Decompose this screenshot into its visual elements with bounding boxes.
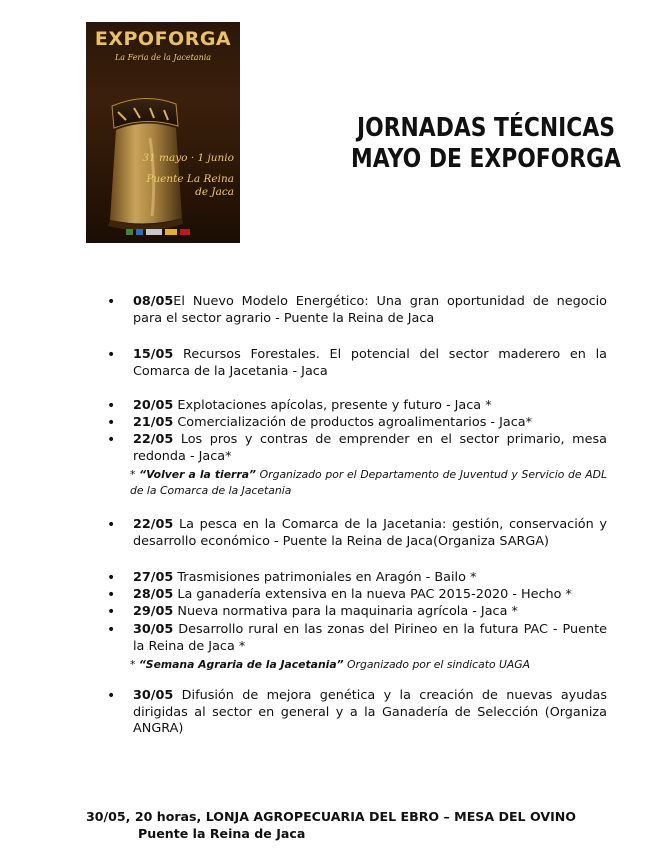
item-text: Explotaciones apícolas, presente y futuro - Jaca * bbox=[177, 398, 492, 413]
bullet-icon: • bbox=[107, 294, 116, 310]
bullet-icon: • bbox=[107, 688, 116, 704]
item-text: El Nuevo Modelo Energético: Una gran oportunidad de negocio para el sector agrario - Puente la Reina de Jaca bbox=[133, 294, 607, 326]
footnote-volver-a-la-tierra bbox=[130, 467, 607, 499]
bullet-icon: • bbox=[107, 347, 116, 363]
bullet-icon: • bbox=[107, 587, 116, 603]
bullet-icon: • bbox=[107, 604, 116, 620]
list-item bbox=[107, 587, 607, 604]
list-item bbox=[107, 415, 607, 432]
footnote-prefix: * bbox=[130, 658, 139, 671]
item-text: Recursos Forestales. El potencial del sector maderero en la Comarca de la Jacetania - Jaca bbox=[133, 347, 607, 379]
item-date: 22/05 bbox=[133, 517, 174, 532]
list-item bbox=[107, 604, 607, 621]
item-date: 20/05 bbox=[133, 398, 174, 413]
item-text: Comercialización de productos agroalimentarios - Jaca* bbox=[177, 415, 533, 430]
footnote-text: Organizado por el Departamento de Juventud y Servicio de ADL de la Comarca de la Jacetania bbox=[130, 468, 607, 497]
bullet-icon: • bbox=[107, 622, 116, 638]
bullet-icon: • bbox=[107, 398, 116, 414]
list-item bbox=[107, 622, 607, 655]
footnote-text: Organizado por el sindicato UAGA bbox=[343, 658, 531, 671]
item-text: Nueva normativa para la maquinaria agrícola - Jaca * bbox=[177, 604, 518, 619]
item-date: 15/05 bbox=[133, 347, 174, 362]
item-date: 30/05 bbox=[133, 622, 174, 637]
list-item bbox=[107, 294, 607, 327]
poster-place-line1: Puente La Reina bbox=[146, 173, 234, 185]
list-item bbox=[107, 570, 607, 587]
poster-dates-text: 31 mayo · 1 junio bbox=[142, 152, 234, 164]
list-item bbox=[107, 517, 607, 550]
item-text: Trasmisiones patrimoniales en Aragón - Bailo * bbox=[177, 570, 477, 585]
bullet-icon: • bbox=[107, 415, 116, 431]
item-date: 08/05 bbox=[133, 294, 174, 309]
page-title-line1: JORNADAS TÉCNICAS bbox=[357, 113, 615, 143]
footnote-emphasis: “Volver a la tierra” bbox=[139, 468, 256, 481]
item-date: 30/05 bbox=[133, 688, 174, 703]
item-date: 27/05 bbox=[133, 570, 174, 585]
list-item bbox=[107, 688, 607, 738]
item-date: 21/05 bbox=[133, 415, 174, 430]
bullet-icon: • bbox=[107, 570, 116, 586]
footnote-emphasis: “Semana Agraria de la Jacetania” bbox=[138, 658, 344, 671]
item-date: 29/05 bbox=[133, 604, 174, 619]
poster-brand: EXPOFORGA bbox=[94, 28, 232, 50]
poster-tagline: La Feria de la Jacetania bbox=[114, 53, 212, 62]
closing-event-line1: 30/05, 20 horas, LONJA AGROPECUARIA DEL EBRO – MESA DEL OVINO bbox=[86, 809, 577, 824]
item-date: 22/05 bbox=[133, 432, 174, 447]
bullet-icon: • bbox=[107, 517, 116, 533]
footnote-semana-agraria bbox=[130, 657, 607, 673]
list-item bbox=[107, 432, 607, 465]
closing-event bbox=[86, 809, 576, 842]
page-title-line2: MAYO DE EXPOFORGA bbox=[351, 144, 621, 174]
footnote-prefix: * bbox=[130, 468, 140, 481]
bullet-icon: • bbox=[107, 432, 116, 448]
item-text: Los pros y contras de emprender en el sector primario, mesa redonda - Jaca* bbox=[133, 432, 607, 464]
item-text: Desarrollo rural en las zonas del Pirineo en la futura PAC - Puente la Reina de Jaca * bbox=[133, 622, 607, 654]
list-item bbox=[107, 398, 607, 415]
item-text: Difusión de mejora genética y la creación de nuevas ayudas dirigidas al sector en general y a la Ganadería de Selección (Organiza ANGRA) bbox=[133, 688, 607, 737]
item-text: La pesca en la Comarca de la Jacetania: gestión, conservación y desarrollo económico - Puente la Reina de Jaca(Organiza SARGA) bbox=[133, 517, 607, 549]
list-item bbox=[107, 347, 607, 380]
item-date: 28/05 bbox=[133, 587, 174, 602]
item-text: La ganadería extensiva en la nueva PAC 2015-2020 - Hecho * bbox=[177, 587, 572, 602]
closing-event-line2: Puente la Reina de Jaca bbox=[138, 825, 306, 841]
poster-place-line2: de Jaca bbox=[195, 186, 234, 198]
